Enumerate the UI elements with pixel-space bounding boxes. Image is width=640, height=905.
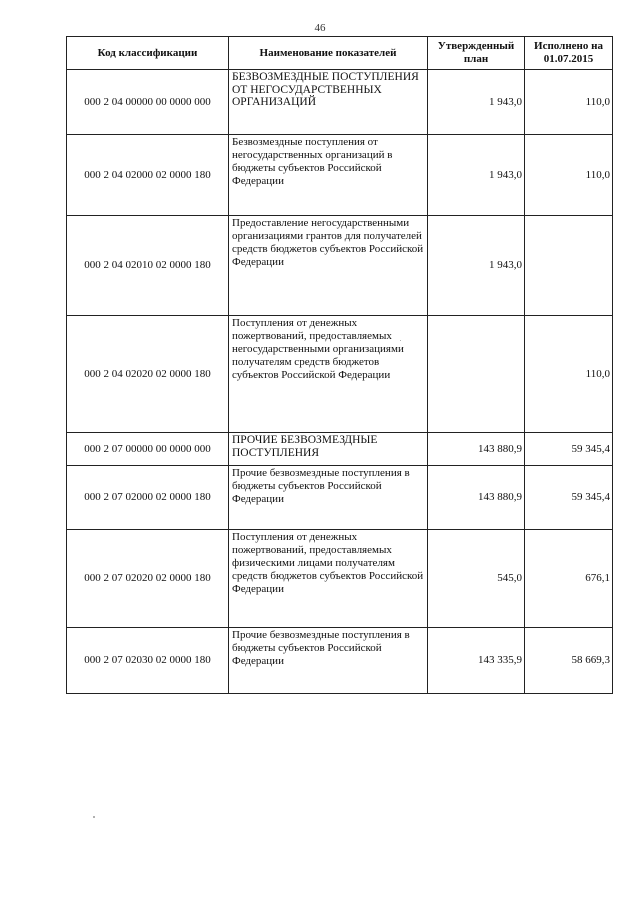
- row-name: Поступления от денежных пожертвований, предоставляемых негосударственными организациями получателям средств бюджетов субъектов Российской Федерации: [229, 316, 428, 433]
- row-executed: 58 669,3: [525, 628, 613, 694]
- header-executed: Исполнено на 01.07.2015: [525, 37, 613, 70]
- table-row: [67, 433, 613, 466]
- row-code: 000 2 04 02010 02 0000 180: [67, 216, 229, 316]
- header-plan: Утвержденный план: [428, 37, 525, 70]
- row-plan: 143 335,9: [428, 628, 525, 694]
- row-executed: 110,0: [525, 316, 613, 433]
- table-row: [67, 216, 613, 316]
- row-plan: 545,0: [428, 530, 525, 628]
- row-executed: 59 345,4: [525, 466, 613, 530]
- row-executed: 110,0: [525, 70, 613, 135]
- table-row: [67, 628, 613, 694]
- row-code: 000 2 04 00000 00 0000 000: [67, 70, 229, 135]
- row-executed: 676,1: [525, 530, 613, 628]
- row-plan: 143 880,9: [428, 466, 525, 530]
- row-name: Прочие безвозмездные поступления в бюджеты субъектов Российской Федерации: [229, 466, 428, 530]
- row-name: Предоставление негосударственными организациями грантов для получателей средств бюджетов субъектов Российской Федерации: [229, 216, 428, 316]
- row-executed: 59 345,4: [525, 433, 613, 466]
- table-header-row: [67, 37, 613, 70]
- scan-speck: [93, 816, 95, 818]
- row-executed: 110,0: [525, 135, 613, 216]
- row-code: 000 2 07 02000 02 0000 180: [67, 466, 229, 530]
- table-row: [67, 135, 613, 216]
- row-executed: [525, 216, 613, 316]
- row-code: 000 2 07 02020 02 0000 180: [67, 530, 229, 628]
- row-code: 000 2 07 02030 02 0000 180: [67, 628, 229, 694]
- row-code: 000 2 04 02020 02 0000 180: [67, 316, 229, 433]
- revenue-table: [66, 36, 613, 694]
- header-code: Код классификации: [67, 37, 229, 70]
- row-plan: 1 943,0: [428, 216, 525, 316]
- row-plan: 1 943,0: [428, 70, 525, 135]
- row-plan: 1 943,0: [428, 135, 525, 216]
- row-code: 000 2 07 00000 00 0000 000: [67, 433, 229, 466]
- row-name: Безвозмездные поступления от негосударственных организаций в бюджеты субъектов Российской Федерации: [229, 135, 428, 216]
- row-name: ПРОЧИЕ БЕЗВОЗМЕЗДНЫЕ ПОСТУПЛЕНИЯ: [229, 433, 428, 466]
- header-name: Наименование показателей: [229, 37, 428, 70]
- row-name: Поступления от денежных пожертвований, предоставляемых физическими лицами получателям средств бюджетов субъектов Российской Федерации: [229, 530, 428, 628]
- table-row: [67, 466, 613, 530]
- table-row: [67, 316, 613, 433]
- row-name: БЕЗВОЗМЕЗДНЫЕ ПОСТУПЛЕНИЯ ОТ НЕГОСУДАРСТВЕННЫХ ОРГАНИЗАЦИЙ: [229, 70, 428, 135]
- page-number: 46: [314, 22, 326, 34]
- table-row: [67, 530, 613, 628]
- row-name: Прочие безвозмездные поступления в бюджеты субъектов Российской Федерации: [229, 628, 428, 694]
- scan-speck: [400, 340, 401, 341]
- row-plan: [428, 316, 525, 433]
- table-row: [67, 70, 613, 135]
- row-code: 000 2 04 02000 02 0000 180: [67, 135, 229, 216]
- row-plan: 143 880,9: [428, 433, 525, 466]
